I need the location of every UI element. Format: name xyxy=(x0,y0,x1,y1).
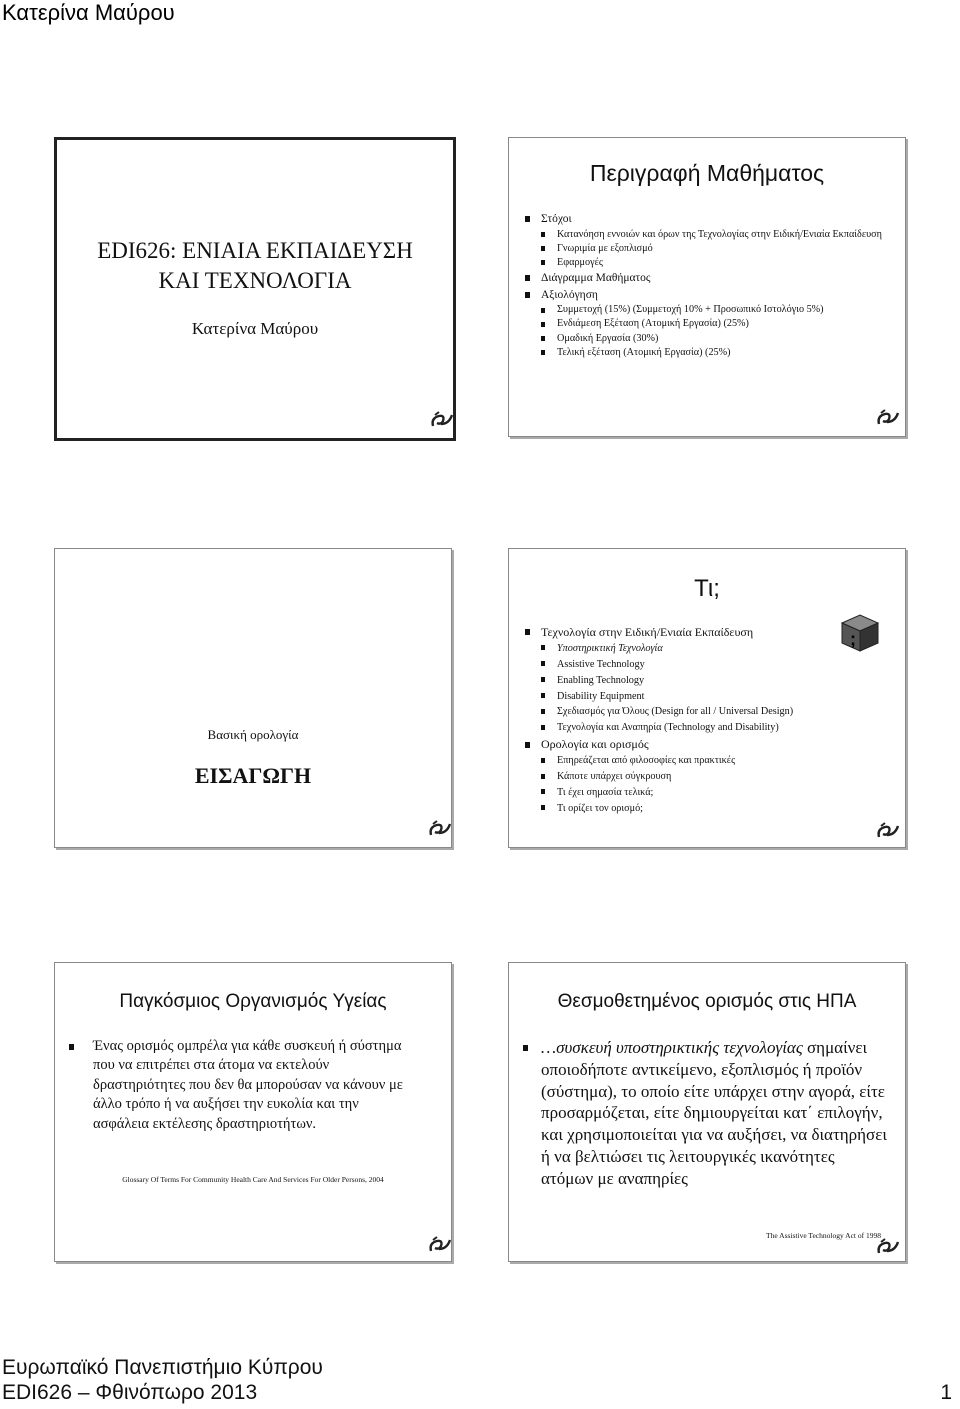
slide-introduction xyxy=(54,548,452,848)
list-item-text: Επηρεάζεται από φιλοσοφίες και πρακτικές xyxy=(557,755,736,767)
list-item-text: Εφαρμογές xyxy=(557,256,603,268)
list-item-text: Assistive Technology xyxy=(557,658,645,670)
source-citation: The Assistive Technology Act of 1998 xyxy=(766,1231,881,1240)
list-item xyxy=(523,720,895,736)
list-item-text: Τι έχει σημασία τελικά; xyxy=(557,786,654,798)
bullet-list xyxy=(523,624,895,817)
footer-course: EDI626 – Φθινόπωρο 2013 xyxy=(2,1381,258,1404)
list-item-text: Διάγραμμα Μαθήματος xyxy=(541,272,651,285)
course-author: Κατερίνα Μαύρου xyxy=(191,319,319,338)
slide-subtitle: Βασική ορολογία xyxy=(207,727,299,742)
list-item xyxy=(523,641,895,657)
list-item-text: Κάποτε υπάρχει σύγκρουση xyxy=(557,770,672,782)
footer-university: Ευρωπαϊκό Πανεπιστήμιο Κύπρου xyxy=(2,1356,323,1379)
list-item-text: σημαίνει οποιοδήποτε αντικείμενο, εξοπλισμός ή προϊόν (σύστημα), το οποίο είτε υπάρχει στην αγορά, είτε προσαρμόζεται, είτε δημιουργείται κατ΄ επιλογήν, και χρησιμοποιείται για να αυξήσει, να διατηρήσει ή να βελτιώσει τις λειτουργικές ικανότητες ατόμων με αναπηρίες xyxy=(541,1038,887,1188)
list-item-text: Υποστηρικτική Τεχνολογία xyxy=(557,642,663,654)
list-item xyxy=(523,228,895,242)
list-item xyxy=(523,303,895,317)
list-item xyxy=(523,769,895,785)
page-header: Κατερίνα Μαύρου xyxy=(2,0,175,25)
list-item-text: Σχεδιασμός για Όλους (Design for all / Universal Design) xyxy=(557,706,794,718)
slide-what xyxy=(508,548,906,848)
list-item-text: Ορολογία και ορισμός xyxy=(541,737,649,752)
list-item-text: Γνωριμία με εξοπλισμό xyxy=(557,242,653,254)
slide-title xyxy=(54,137,456,441)
logo-icon xyxy=(429,410,455,430)
list-item-text: Τεχνολογία και Αναπηρία (Technology and Disability) xyxy=(557,722,779,734)
list-item xyxy=(523,346,895,360)
source-citation: Glossary Of Terms For Community Health Care And Services For Older Persons, 2004 xyxy=(122,1175,384,1184)
slide-title: Θεσμοθετημένος ορισμός στις ΗΠΑ xyxy=(557,991,857,1012)
list-item xyxy=(523,736,895,753)
list-item xyxy=(523,287,895,304)
list-item xyxy=(523,317,895,331)
list-item xyxy=(523,657,895,673)
list-item xyxy=(521,1037,889,1190)
list-item xyxy=(523,211,895,228)
logo-icon xyxy=(875,821,901,841)
list-item-text: Στόχοι xyxy=(541,213,572,225)
list-item xyxy=(67,1037,411,1134)
logo-icon xyxy=(875,1237,901,1257)
list-item-italic: …συσκευή υποστηρικτικής τεχνολογίας xyxy=(541,1038,803,1057)
svg-text:;: ; xyxy=(850,629,856,649)
list-item xyxy=(523,785,895,801)
list-item-text: Κατανόηση εννοιών και όρων της Τεχνολογίας στην Ειδική/Ενιαία Εκπαίδευση xyxy=(557,228,882,240)
list-item xyxy=(523,673,895,689)
list-item-text: Αξιολόγηση xyxy=(541,288,598,301)
page-number: 1 xyxy=(940,1381,952,1404)
course-title-line1: EDI626: ΕΝΙΑΙΑ ΕΚΠΑΙΔΕΥΣΗ xyxy=(97,238,413,263)
list-item xyxy=(523,242,895,256)
list-item xyxy=(523,256,895,270)
slide-us-definition xyxy=(508,962,906,1262)
logo-icon xyxy=(875,408,901,428)
list-item xyxy=(523,332,895,346)
list-item xyxy=(523,704,895,720)
list-item-text: Τι ορίζει τον ορισμό; xyxy=(557,802,643,814)
slide-title: ΕΙΣΑΓΩΓΗ xyxy=(194,763,312,788)
slide-title: Τι; xyxy=(694,575,720,602)
course-title-line2: ΚΑΙ ΤΕΧΝΟΛΟΓΙΑ xyxy=(158,268,352,293)
slide-course-description xyxy=(508,137,906,437)
bullet-list xyxy=(521,1037,889,1190)
logo-icon xyxy=(427,819,452,839)
list-item xyxy=(523,270,895,287)
list-item-text: Enabling Technology xyxy=(557,674,645,686)
logo-icon xyxy=(427,1235,452,1255)
list-item xyxy=(523,689,895,705)
bullet-list xyxy=(67,1037,411,1134)
list-item xyxy=(523,753,895,769)
list-item-text: Ένας ορισμός ομπρέλα για κάθε συσκευή ή σύστημα που να επιτρέπει στα άτομα να εκτελούν δραστηριότητες που δεν θα μπορούσαν να κάνουν με άλλο τρόπο ή να αυξήσει την ευκολία και την ασφάλεια εκτέλεσης δραστηριοτήτων. xyxy=(93,1038,403,1132)
list-item-text: Τελική εξέταση (Ατομική Εργασία) (25%) xyxy=(557,346,731,358)
slide-title: Παγκόσμιος Οργανισμός Υγείας xyxy=(119,991,387,1012)
list-item-text: Τεχνολογία στην Ειδική/Ενιαία Εκπαίδευση xyxy=(541,625,754,639)
list-item-text: Ομαδική Εργασία (30%) xyxy=(557,332,659,344)
slide-title: Περιγραφή Μαθήματος xyxy=(589,160,825,186)
list-item-text: Disability Equipment xyxy=(557,690,645,702)
list-item xyxy=(523,624,895,641)
list-item-text: Ενδιάμεση Εξέταση (Ατομική Εργασία) (25%) xyxy=(557,318,749,330)
list-item xyxy=(523,801,895,817)
bullet-list xyxy=(523,211,895,360)
list-item-text: Συμμετοχή (15%) (Συμμετοχή 10% + Προσωπικό Ιστολόγιο 5%) xyxy=(557,304,824,316)
slide-who xyxy=(54,962,452,1262)
